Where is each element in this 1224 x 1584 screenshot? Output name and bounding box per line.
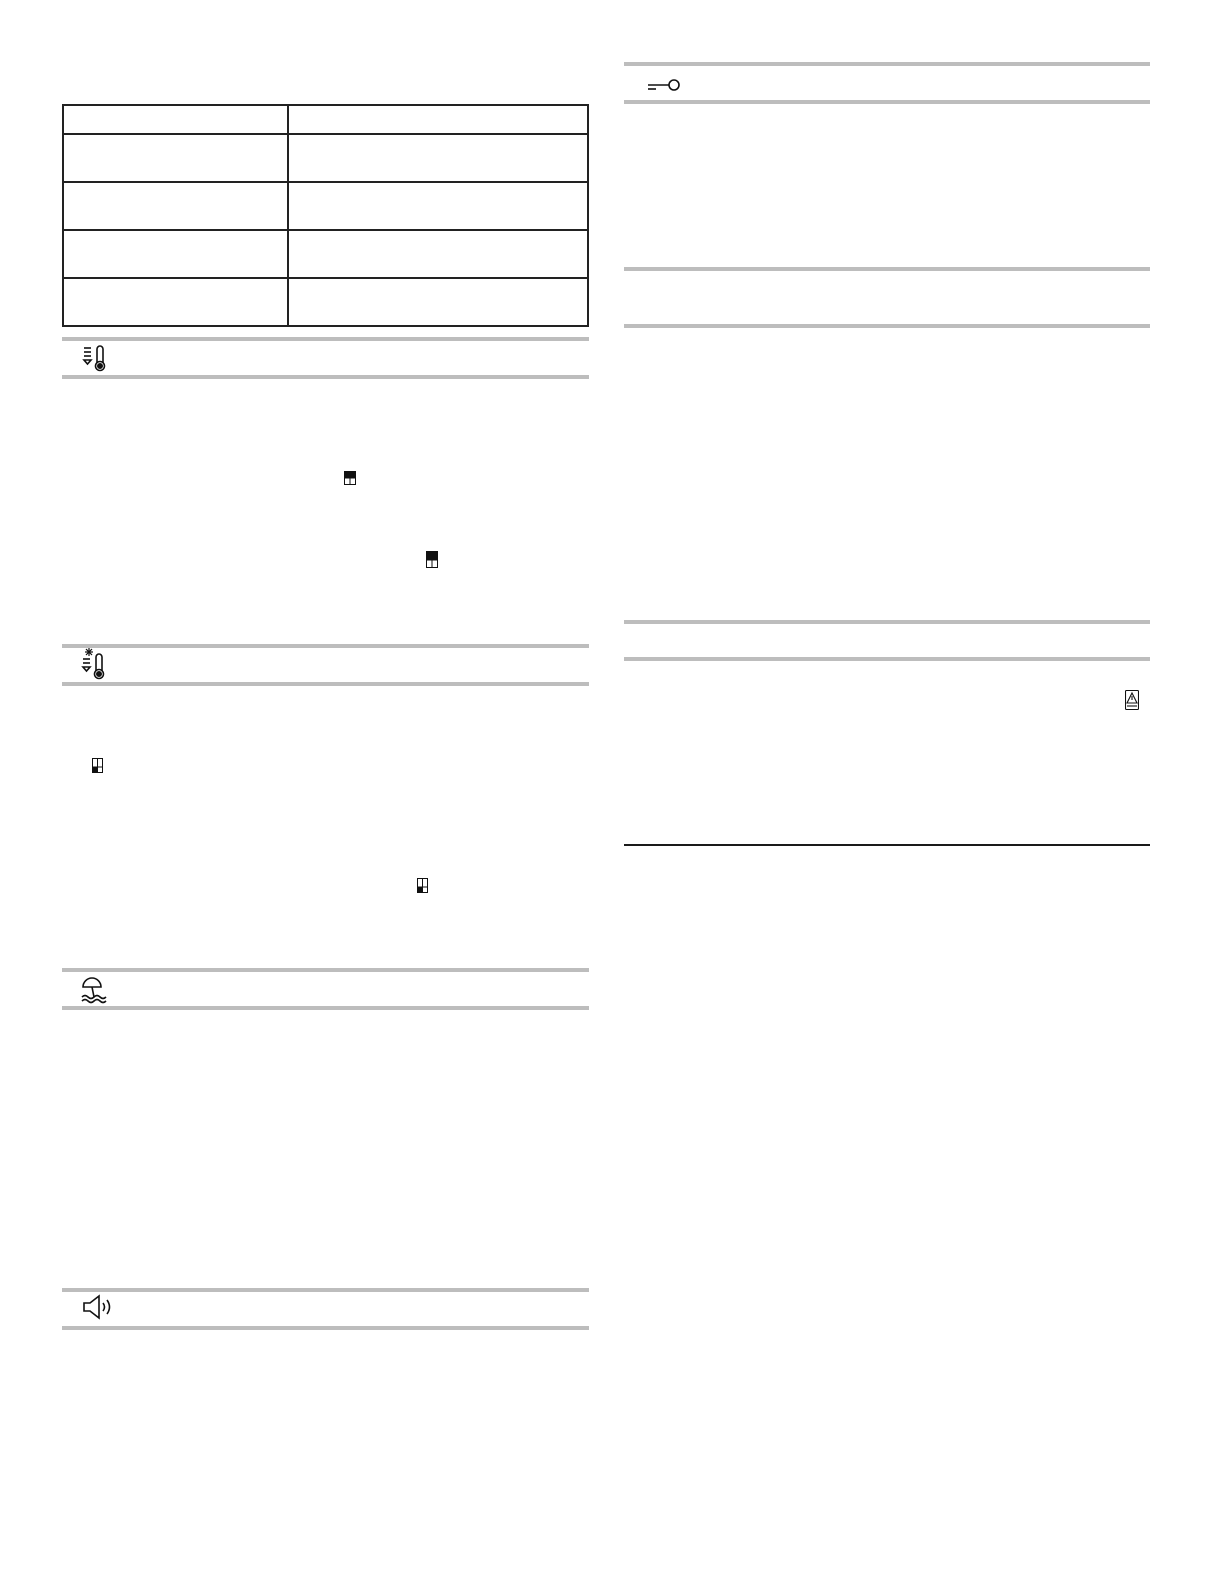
table-header-row — [63, 105, 588, 134]
column-end-rule — [624, 844, 1150, 846]
section-rule-top — [624, 620, 1150, 624]
table-row — [63, 182, 588, 230]
table-cell — [288, 230, 588, 278]
table-cell — [63, 182, 288, 230]
section-rule-bottom — [624, 657, 1150, 661]
section-rule-bottom — [624, 100, 1150, 104]
freezer-door-icon — [417, 878, 428, 893]
filter-alert-icon — [1125, 690, 1139, 710]
settings-table — [62, 104, 589, 327]
table-row — [63, 278, 588, 326]
section-rule-top — [62, 644, 589, 648]
table-cell — [63, 230, 288, 278]
table-header-cell — [288, 105, 588, 134]
section-rule-bottom — [62, 1006, 589, 1010]
section-rule-bottom — [62, 682, 589, 686]
table-header-cell — [63, 105, 288, 134]
vacation-umbrella-icon — [80, 975, 110, 1005]
table-cell — [288, 134, 588, 182]
section-rule-top — [62, 1288, 589, 1292]
section-rule-top — [62, 968, 589, 972]
section-rule-top — [624, 267, 1150, 271]
table-cell — [63, 278, 288, 326]
section-rule-top — [62, 337, 589, 341]
fast-cool-thermometer-icon — [82, 343, 112, 373]
table-row — [63, 230, 588, 278]
fast-freeze-thermometer-icon — [81, 647, 111, 681]
table-cell — [63, 134, 288, 182]
table-cell — [288, 182, 588, 230]
speaker-sound-icon — [82, 1294, 114, 1320]
table-row — [63, 134, 588, 182]
lock-key-icon — [646, 78, 682, 92]
fridge-door-icon — [426, 551, 438, 568]
section-rule-bottom — [62, 375, 589, 379]
section-rule-bottom — [62, 1326, 589, 1330]
fridge-door-icon — [344, 471, 356, 485]
table-cell — [288, 278, 588, 326]
section-rule-top — [624, 62, 1150, 66]
freezer-door-icon — [92, 758, 103, 773]
section-rule-bottom — [624, 324, 1150, 328]
